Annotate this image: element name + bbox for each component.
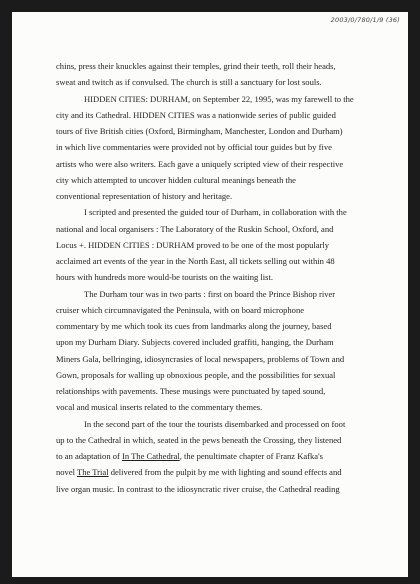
text-line [56, 58, 396, 74]
text-line [56, 383, 396, 399]
text-line [56, 253, 396, 269]
text-segment: conventional representation of history and heritage. [56, 191, 233, 201]
text-line [56, 302, 396, 318]
text-line [56, 367, 396, 383]
text-segment: I scripted and presented the guided tour of Durham, in collaboration with the [84, 207, 347, 218]
text-line [56, 416, 396, 432]
text-line [56, 318, 396, 334]
text-line [56, 172, 396, 188]
text-line [56, 464, 396, 480]
text-segment: national and local organisers : The Laboratory of the Ruskin School, Oxford, and [56, 223, 334, 234]
text-segment: hours with hundreds more would-be tourists on the waiting list. [56, 272, 273, 283]
underlined-title: The Trial [76, 467, 109, 478]
text-segment: upon my Durham Diary. Subjects covered included graffiti, hanging, the Durham [56, 337, 334, 348]
text-segment: cruiser which circumnavigated the Peninsula, with on board microphone [56, 304, 305, 315]
text-line [56, 399, 396, 415]
text-segment: live organ music. In contrast to the idiosyncratic river cruise, the Cathedral reading [56, 483, 340, 494]
text-segment: Locus +. HIDDEN CITIES : DURHAM proved to be one of the most popularly [56, 239, 330, 250]
text-line [56, 286, 396, 302]
text-segment: HIDDEN CITIES: DURHAM, on September 22, 1995, was my farewell to the [84, 93, 354, 104]
text-line [56, 156, 396, 172]
text-line [56, 448, 396, 464]
text-line [56, 107, 396, 123]
text-line [56, 74, 396, 90]
text-segment: up to the Cathedral in which, seated in the pews beneath the Crossing, they listened [56, 434, 342, 445]
text-line [56, 269, 396, 285]
text-segment: delivered from the pulpit by me with lighting and sound effects and [108, 467, 342, 478]
text-line [56, 139, 396, 155]
text-line [56, 204, 396, 220]
text-line [56, 123, 396, 139]
text-line [56, 481, 396, 497]
text-segment: The Durham tour was in two parts : first on board the Prince Bishop river [84, 288, 336, 299]
text-segment: to an adaptation of [56, 451, 122, 461]
text-line [56, 432, 396, 448]
text-segment: sweat and twitch as if convulsed. The church is still a sanctuary for lost souls. [56, 77, 322, 88]
text-segment: Gown, proposals for walling up obnoxious people, and the possibilities for sexual [56, 369, 336, 380]
text-segment: Miners Gala, bellringing, idiosyncrasies of local newspapers, problems of Town and [56, 353, 345, 364]
text-segment: vocal and musical inserts related to the commentary themes. [56, 402, 263, 413]
text-segment: chins, press their knuckles against their temples, grind their teeth, roll their heads, [56, 61, 336, 71]
text-segment: in which live commentaries were provided not by official tour guides but by five [56, 142, 332, 153]
archive-reference: 2003/0/780/1/9 (36) [330, 16, 400, 24]
text-segment: city which attempted to uncover hidden cultural meanings beneath the [56, 174, 296, 185]
text-line [56, 334, 396, 350]
text-line [56, 91, 396, 107]
text-segment: novel [56, 467, 77, 478]
text-segment: , the penultimate chapter of Franz Kafka's [179, 451, 323, 461]
text-line [56, 221, 396, 237]
document-page [12, 12, 408, 577]
text-segment: In the second part of the tour the tourists disembarked and processed on foot [84, 418, 346, 429]
underlined-title: In The Cathedral [121, 451, 180, 461]
text-line [56, 351, 396, 367]
text-line [56, 237, 396, 253]
text-segment: relationships with pavements. These musings were punctuated by taped sound, [56, 386, 326, 396]
text-segment: tours of five British cities (Oxford, Birmingham, Manchester, London and Durham) [56, 126, 343, 136]
body-text [56, 58, 396, 497]
text-segment: city and its Cathedral. HIDDEN CITIES was a nationwide series of public guided [56, 109, 336, 120]
text-line [56, 188, 396, 204]
text-segment: commentary by me which took its cues from landmarks along the journey, based [56, 321, 332, 331]
text-segment: artists who were also writers. Each gave a uniquely scripted view of their respective [56, 158, 344, 169]
text-segment: acclaimed art events of the year in the North East, all tickets selling out within 48 [56, 256, 335, 266]
